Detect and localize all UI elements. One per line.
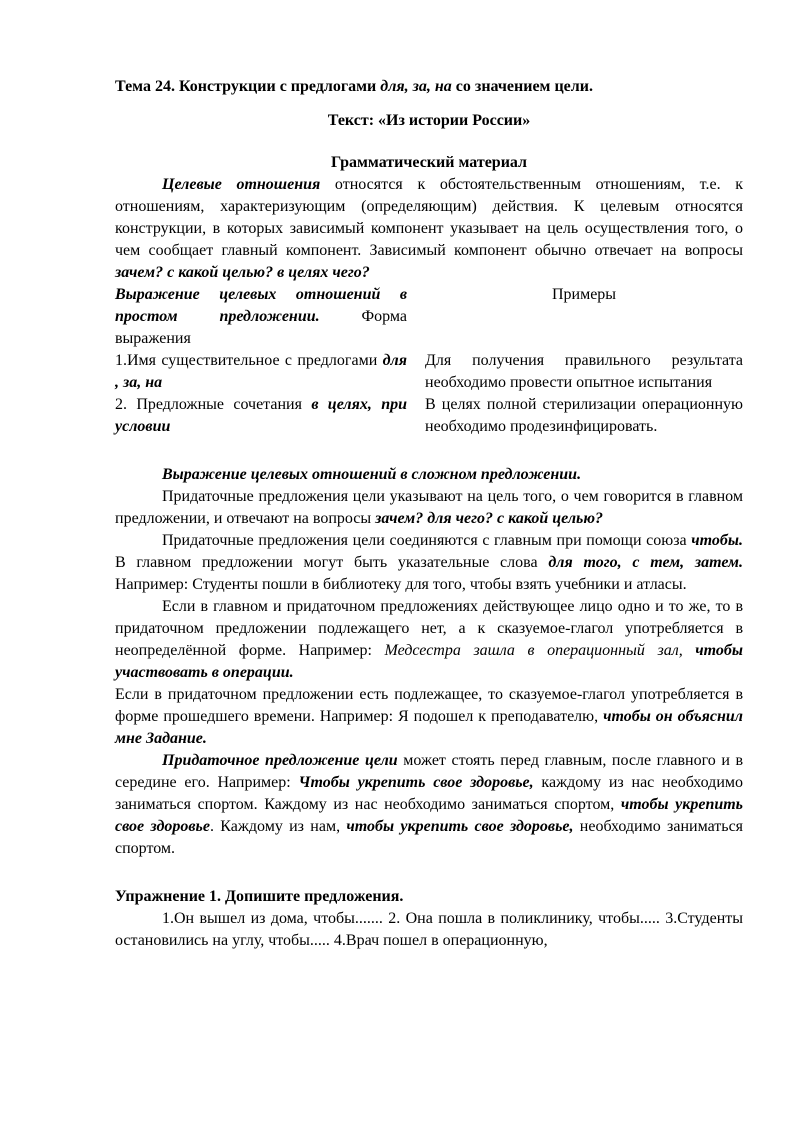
- table-left-head: [115, 284, 407, 350]
- row2-left-text: 2. Предложные сочетания: [115, 396, 312, 413]
- table-row1-left: [115, 350, 407, 394]
- table-right-head: Примеры: [551, 286, 617, 303]
- complex-paragraph-3: [115, 596, 743, 684]
- p4-example-clause: чтобы он объяснил мне Задание.: [115, 708, 744, 747]
- left-head-bold: Выражение целевых отношений в простом предложении.: [115, 286, 407, 325]
- p2-text-c: В главном предложении могут быть указательные слова: [115, 554, 549, 571]
- spacer: [115, 438, 743, 464]
- title-prepositions: для, за, на: [380, 78, 452, 95]
- p5-text-d: каждому из нас необходимо заниматься спортом. Каждому из нас необходимо заниматься спортом,: [115, 774, 744, 813]
- document-page: [115, 76, 743, 952]
- complex-paragraph-2: [115, 530, 743, 596]
- title-prefix: Тема 24. Конструкции с предлогами: [115, 78, 381, 95]
- p1-text: Придаточные предложения цели указывают на цель того, о чем говорится в главном предложении, и отвечают на вопросы: [115, 488, 743, 527]
- complex-heading: Выражение целевых отношений в сложном предложении.: [162, 466, 582, 483]
- p2-example: Например: Студенты пошли в библиотеку для того, чтобы взять учебники и атласы.: [115, 576, 687, 593]
- exercise-text: 1.Он вышел из дома, чтобы....... 2. Она пошла в поликлинику, чтобы..... 3.Студенты остановились на углу, чтобы..... 4.Врач пошел в операционную,: [115, 910, 743, 949]
- p2-conjunction: чтобы.: [691, 532, 743, 549]
- intro-questions: зачем? с какой целью? в целях чего?: [115, 264, 370, 281]
- row2-left-phrases: в целях, при условии: [115, 396, 408, 435]
- table-row2-right: В целях полной стерилизации операционную необходимо продезинфицировать.: [425, 396, 743, 435]
- table-left-column: [115, 284, 423, 438]
- forms-table: [115, 284, 743, 438]
- p5-text-b: может стоять перед главным, после главного и в середине его. Например:: [115, 752, 743, 791]
- table-spacer: [425, 306, 743, 328]
- p3-example-clause: чтобы участвовать в операции.: [115, 642, 743, 681]
- p2-text-a: Придаточные предложения цели соединяются с главным при помощи союза: [162, 532, 692, 549]
- p5-example-3: чтобы укрепить свое здоровье,: [346, 818, 574, 835]
- section-heading: Грамматический материал: [330, 154, 528, 171]
- title-suffix: со значением цели.: [451, 78, 593, 95]
- p5-example-2: чтобы укрепить свое здоровье: [115, 796, 743, 835]
- p4-text: Если в придаточном предложении есть подлежащее, то сказуемое-глагол употребляется в форме прошедшего времени. Например: Я подошел к преподавателю,: [115, 686, 743, 725]
- table-row1-right: Для получения правильного результата необходимо провести опытное испытания: [425, 352, 743, 391]
- table-row2-left: [115, 394, 407, 438]
- intro-text: относятся к обстоятельственным отношениям, т.е. к отношениям, характеризующим (определяющим) действия. К целевым относятся конструкции, в которых зависимый компонент указывает на цель осуществления того, о чем сообщает главный компонент. Зависимый компонент обычно отвечает на вопросы: [115, 176, 744, 259]
- topic-title: [115, 76, 743, 98]
- p2-pointer-words: для того, с тем, затем.: [548, 554, 743, 571]
- row1-left-preps: для , за, на: [115, 352, 407, 391]
- text-subtitle: Текст: «Из истории России»: [327, 112, 531, 129]
- table-spacer: [425, 328, 743, 350]
- complex-paragraph-4: [115, 684, 743, 750]
- p5-text-h: необходимо заниматься спортом.: [115, 818, 744, 857]
- table-right-column: [423, 284, 743, 438]
- p3-example-main: Медсестра зашла в операционный зал,: [384, 642, 683, 659]
- p3-text: Если в главном и придаточном предложениях действующее лицо одно и то же, то в придаточном предложении подлежащего нет, а к сказуемое-глагол употребляется в неопределённой форме. Например:: [115, 598, 743, 659]
- p5-text-f: . Каждому из нам,: [209, 818, 347, 835]
- p1-questions: зачем? для чего? с какой целью?: [375, 510, 604, 527]
- exercise-heading: Упражнение 1. Допишите предложения.: [115, 888, 404, 905]
- complex-paragraph-5: [115, 750, 743, 860]
- p5-example-1: Чтобы укрепить свое здоровье,: [298, 774, 534, 791]
- intro-paragraph: [115, 174, 743, 284]
- left-head-plain: Форма выражения: [115, 308, 407, 347]
- intro-term: Целевые отношения: [162, 176, 321, 193]
- p5-term: Придаточное предложение цели: [162, 752, 398, 769]
- complex-paragraph-1: [115, 486, 743, 530]
- row1-left-text: 1.Имя существительное с предлогами: [115, 352, 383, 369]
